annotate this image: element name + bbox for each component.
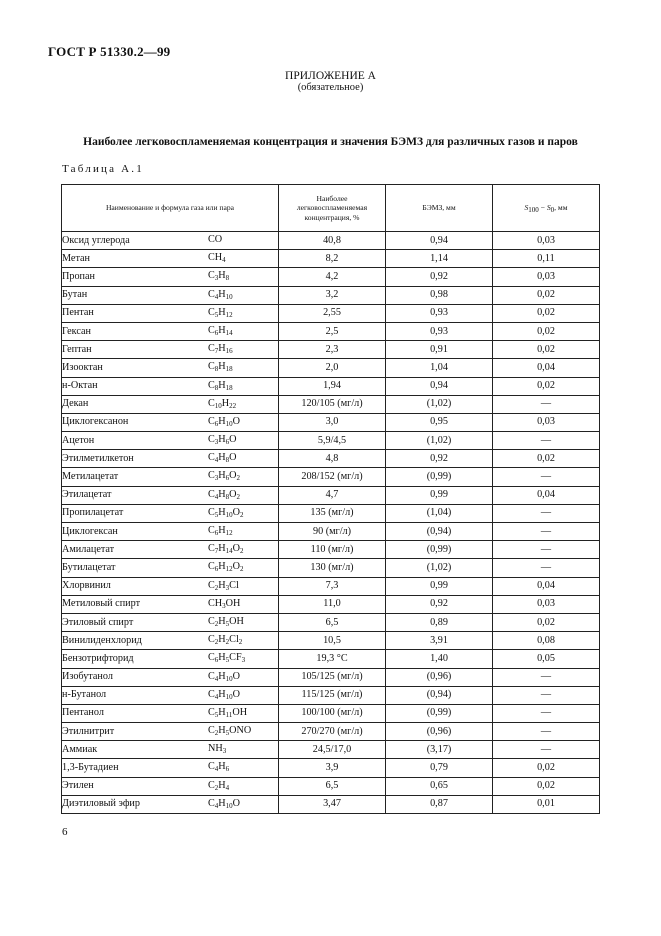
substance-cell [62, 668, 279, 686]
chemical-formula: $C_7H_{16}$ [208, 343, 233, 356]
substance-name: н-Бутанол [62, 689, 107, 701]
difference-value: 0,03 [493, 268, 600, 286]
concentration-value: 3,0 [279, 413, 386, 431]
difference-value: 0,02 [493, 450, 600, 468]
difference-value: 0,04 [493, 577, 600, 595]
substance-cell [62, 723, 279, 741]
substance-cell [62, 377, 279, 395]
substance-name: Пропан [62, 270, 95, 282]
chemical-formula: $C_4H_{10}O$ [208, 797, 241, 810]
difference-value: 0,02 [493, 341, 600, 359]
standard-number: ГОСТ Р 51330.2—99 [48, 44, 171, 59]
difference-value: — [493, 395, 600, 413]
chemical-formula: $C_4H_{10}O$ [208, 670, 241, 683]
bemz-value: 3,91 [386, 632, 493, 650]
column-header-bemz: БЭМЗ, мм [386, 185, 493, 232]
substance-name: Этилметилкетон [62, 452, 134, 464]
table-row [62, 632, 600, 650]
concentration-value: 1,94 [279, 377, 386, 395]
substance-cell [62, 577, 279, 595]
difference-value: — [493, 668, 600, 686]
table-row [62, 413, 600, 431]
substance-name: Бутан [62, 289, 88, 301]
substance-cell [62, 322, 279, 340]
table-row [62, 577, 600, 595]
chemical-formula: $C_2H_5ONO$ [208, 725, 252, 738]
concentration-value: 100/100 (мг/л) [279, 704, 386, 722]
substance-name: н-Октан [62, 380, 98, 392]
bemz-value: (1,04) [386, 504, 493, 522]
difference-value: 0,03 [493, 413, 600, 431]
chemical-formula: $C_6H_{12}O_2$ [208, 561, 244, 574]
concentration-value: 8,2 [279, 250, 386, 268]
table-row [62, 559, 600, 577]
chemical-formula: $C_5H_{11}OH$ [208, 706, 248, 719]
chemical-formula: $C_6H_5CF_3$ [208, 652, 246, 665]
bemz-value: 0,87 [386, 795, 493, 813]
chemical-formula: CO [208, 234, 223, 245]
bemz-value: (0,96) [386, 668, 493, 686]
chemical-formula: $CH_4$ [208, 252, 226, 265]
bemz-value: (0,99) [386, 704, 493, 722]
concentration-value: 4,2 [279, 268, 386, 286]
bemz-value: 0,95 [386, 413, 493, 431]
substance-name: Этилацетат [62, 489, 112, 501]
difference-value: — [493, 704, 600, 722]
difference-value: 0,08 [493, 632, 600, 650]
chemical-formula: $C_{10}H_{22}$ [208, 397, 237, 410]
bemz-value: 0,93 [386, 304, 493, 322]
bemz-value: 0,89 [386, 613, 493, 631]
table-label: Таблица А.1 [62, 163, 144, 175]
difference-value: 0,03 [493, 595, 600, 613]
table-row [62, 432, 600, 450]
table-row [62, 286, 600, 304]
column-header-name: Наименование и формула газа или пара [62, 185, 279, 232]
table-row [62, 613, 600, 631]
bemz-value: 0,92 [386, 595, 493, 613]
substance-name: Оксид углерода [62, 234, 130, 246]
concentration-value: 3,9 [279, 759, 386, 777]
chemical-formula: $C_4H_{10}O$ [208, 688, 241, 701]
table-row [62, 468, 600, 486]
chemical-formula: $C_2H_4$ [208, 779, 230, 792]
concentration-value: 110 (мг/л) [279, 541, 386, 559]
concentration-value: 40,8 [279, 232, 386, 250]
difference-value: — [493, 741, 600, 759]
substance-cell [62, 632, 279, 650]
bemz-value: 1,40 [386, 650, 493, 668]
chemical-formula: $C_3H_6O$ [208, 434, 237, 447]
substance-cell [62, 541, 279, 559]
substance-name: Диэтиловый эфир [62, 798, 140, 810]
substance-name: 1,3-Бутадиен [62, 762, 119, 774]
concentration-value: 3,47 [279, 795, 386, 813]
table-row [62, 668, 600, 686]
substance-name: Аммиак [62, 743, 98, 755]
difference-value: — [493, 541, 600, 559]
column-header-concentration: Наиболее легковоспламеняемая концентрация, % [279, 185, 386, 232]
concentration-value: 90 (мг/л) [279, 523, 386, 541]
substance-cell [62, 304, 279, 322]
difference-value: 0,11 [493, 250, 600, 268]
substance-name: Изобутанол [62, 671, 113, 683]
bemz-value: 0,79 [386, 759, 493, 777]
substance-cell [62, 704, 279, 722]
substance-name: Декан [62, 398, 89, 410]
chemical-formula: $CH_3OH$ [208, 597, 241, 610]
chemical-formula: $NH_3$ [208, 743, 227, 756]
substance-cell [62, 759, 279, 777]
bemz-value: 0,93 [386, 322, 493, 340]
chemical-formula: $C_3H_6O_2$ [208, 470, 241, 483]
substance-name: Хлорвинил [62, 580, 111, 592]
gas-data-table [61, 184, 600, 814]
substance-name: Пропилацетат [62, 507, 124, 519]
substance-name: Метилацетат [62, 471, 119, 483]
difference-value: — [493, 559, 600, 577]
substance-cell [62, 486, 279, 504]
substance-name: Циклогексан [62, 525, 118, 537]
substance-cell [62, 432, 279, 450]
bemz-value: (1,02) [386, 395, 493, 413]
table-row [62, 232, 600, 250]
chemical-formula: $C_2H_3Cl$ [208, 579, 239, 592]
substance-name: Гептан [62, 343, 92, 355]
table-row [62, 650, 600, 668]
table-row [62, 395, 600, 413]
table-row [62, 595, 600, 613]
bemz-value: 1,14 [386, 250, 493, 268]
bemz-value: 0,91 [386, 341, 493, 359]
table-row [62, 541, 600, 559]
table-row [62, 377, 600, 395]
bemz-value: 0,94 [386, 377, 493, 395]
chemical-formula: $C_5H_{10}O_2$ [208, 506, 244, 519]
difference-value: 0,02 [493, 777, 600, 795]
chemical-formula: $C_8H_{18}$ [208, 361, 233, 374]
bemz-value: (0,96) [386, 723, 493, 741]
bemz-value: 0,92 [386, 268, 493, 286]
substance-name: Метиловый спирт [62, 598, 141, 610]
substance-cell [62, 523, 279, 541]
table-row [62, 777, 600, 795]
substance-cell [62, 359, 279, 377]
concentration-value: 105/125 (мг/л) [279, 668, 386, 686]
substance-cell [62, 795, 279, 813]
page-number: 6 [62, 826, 68, 838]
substance-name: Изооктан [62, 361, 103, 373]
substance-cell [62, 413, 279, 431]
substance-cell [62, 468, 279, 486]
concentration-value: 11,0 [279, 595, 386, 613]
table-row [62, 523, 600, 541]
concentration-value: 2,0 [279, 359, 386, 377]
substance-name: Винилиденхлорид [62, 634, 142, 646]
difference-value: 0,02 [493, 322, 600, 340]
chemical-formula: $C_7H_{14}O_2$ [208, 543, 244, 556]
substance-cell [62, 395, 279, 413]
concentration-value: 270/270 (мг/л) [279, 723, 386, 741]
section-heading: Наиболее легковоспламеняемая концентрация и значения БЭМЗ для различных газов и паров [83, 136, 578, 148]
substance-name: Пентан [62, 307, 94, 319]
substance-cell [62, 250, 279, 268]
substance-name: Бензотрифторид [62, 652, 134, 664]
difference-value: 0,02 [493, 613, 600, 631]
table-row [62, 795, 600, 813]
chemical-formula: $C_8H_{18}$ [208, 379, 233, 392]
substance-cell [62, 741, 279, 759]
appendix-subtitle: (обязательное) [297, 82, 364, 93]
column-header-difference: $S_{100} - S_0$, мм [493, 185, 600, 232]
table-header-row [62, 185, 600, 232]
bemz-value: 0,99 [386, 577, 493, 595]
difference-value: 0,04 [493, 486, 600, 504]
substance-cell [62, 504, 279, 522]
difference-value: 0,03 [493, 232, 600, 250]
substance-name: Метан [62, 252, 90, 264]
chemical-formula: $C_2H_5OH$ [208, 615, 244, 628]
bemz-value: (1,02) [386, 432, 493, 450]
substance-cell [62, 686, 279, 704]
substance-name: Ацетон [62, 434, 95, 446]
difference-value: — [493, 686, 600, 704]
concentration-value: 24,5/17,0 [279, 741, 386, 759]
chemical-formula: $C_2H_2Cl_2$ [208, 634, 243, 647]
difference-value: — [493, 432, 600, 450]
substance-cell [62, 559, 279, 577]
difference-value: 0,02 [493, 759, 600, 777]
substance-name: Амилацетат [62, 543, 115, 555]
table-row [62, 341, 600, 359]
substance-name: Этилнитрит [62, 725, 115, 737]
table-row [62, 268, 600, 286]
concentration-value: 4,7 [279, 486, 386, 504]
substance-name: Гексан [62, 325, 91, 337]
difference-value: — [493, 723, 600, 741]
substance-cell [62, 286, 279, 304]
concentration-value: 130 (мг/л) [279, 559, 386, 577]
chemical-formula: $C_6H_{10}O$ [208, 415, 241, 428]
concentration-value: 10,5 [279, 632, 386, 650]
chemical-formula: $C_6H_{14}$ [208, 324, 233, 337]
table-row [62, 686, 600, 704]
difference-value: 0,02 [493, 304, 600, 322]
substance-name: Этилен [62, 780, 94, 792]
concentration-value: 135 (мг/л) [279, 504, 386, 522]
chemical-formula: $C_5H_{12}$ [208, 306, 233, 319]
concentration-value: 6,5 [279, 777, 386, 795]
concentration-value: 115/125 (мг/л) [279, 686, 386, 704]
chemical-formula: $C_4H_{10}$ [208, 288, 233, 301]
substance-cell [62, 268, 279, 286]
substance-cell [62, 450, 279, 468]
concentration-value: 3,2 [279, 286, 386, 304]
bemz-value: 0,98 [386, 286, 493, 304]
chemical-formula: $C_4H_8O$ [208, 452, 237, 465]
bemz-value: 0,94 [386, 232, 493, 250]
chemical-formula: $C_4H_6$ [208, 761, 230, 774]
chemical-formula: $C_3H_8$ [208, 270, 230, 283]
concentration-value: 4,8 [279, 450, 386, 468]
table-row [62, 504, 600, 522]
table-row [62, 759, 600, 777]
table-row [62, 704, 600, 722]
concentration-value: 2,55 [279, 304, 386, 322]
concentration-value: 5,9/4,5 [279, 432, 386, 450]
concentration-value: 6,5 [279, 613, 386, 631]
concentration-value: 7,3 [279, 577, 386, 595]
substance-name: Этиловый спирт [62, 616, 134, 628]
concentration-value: 2,3 [279, 341, 386, 359]
bemz-value: 0,92 [386, 450, 493, 468]
substance-cell [62, 232, 279, 250]
difference-value: 0,04 [493, 359, 600, 377]
chemical-formula: $C_4H_8O_2$ [208, 488, 241, 501]
table-row [62, 450, 600, 468]
appendix-title: ПРИЛОЖЕНИЕ А [285, 70, 376, 82]
bemz-value: (1,02) [386, 559, 493, 577]
difference-value: 0,01 [493, 795, 600, 813]
bemz-value: 1,04 [386, 359, 493, 377]
difference-value: — [493, 523, 600, 541]
substance-cell [62, 595, 279, 613]
concentration-value: 19,3 °C [279, 650, 386, 668]
bemz-value: (0,99) [386, 541, 493, 559]
bemz-value: (0,94) [386, 686, 493, 704]
table-row [62, 486, 600, 504]
concentration-value: 2,5 [279, 322, 386, 340]
table-row [62, 250, 600, 268]
difference-value: 0,05 [493, 650, 600, 668]
bemz-value: 0,99 [386, 486, 493, 504]
difference-value: 0,02 [493, 286, 600, 304]
difference-value: — [493, 468, 600, 486]
table-row [62, 322, 600, 340]
table-row [62, 359, 600, 377]
substance-name: Циклогексанон [62, 416, 129, 428]
concentration-value: 208/152 (мг/л) [279, 468, 386, 486]
bemz-value: (0,94) [386, 523, 493, 541]
substance-name: Бутилацетат [62, 561, 116, 573]
difference-value: 0,02 [493, 377, 600, 395]
substance-cell [62, 341, 279, 359]
table-row [62, 723, 600, 741]
substance-cell [62, 650, 279, 668]
table-row [62, 741, 600, 759]
bemz-value: (3,17) [386, 741, 493, 759]
chemical-formula: $C_6H_{12}$ [208, 525, 233, 537]
table-row [62, 304, 600, 322]
substance-cell [62, 613, 279, 631]
concentration-value: 120/105 (мг/л) [279, 395, 386, 413]
substance-cell [62, 777, 279, 795]
substance-name: Пентанол [62, 707, 104, 719]
difference-value: — [493, 504, 600, 522]
bemz-value: (0,99) [386, 468, 493, 486]
bemz-value: 0,65 [386, 777, 493, 795]
